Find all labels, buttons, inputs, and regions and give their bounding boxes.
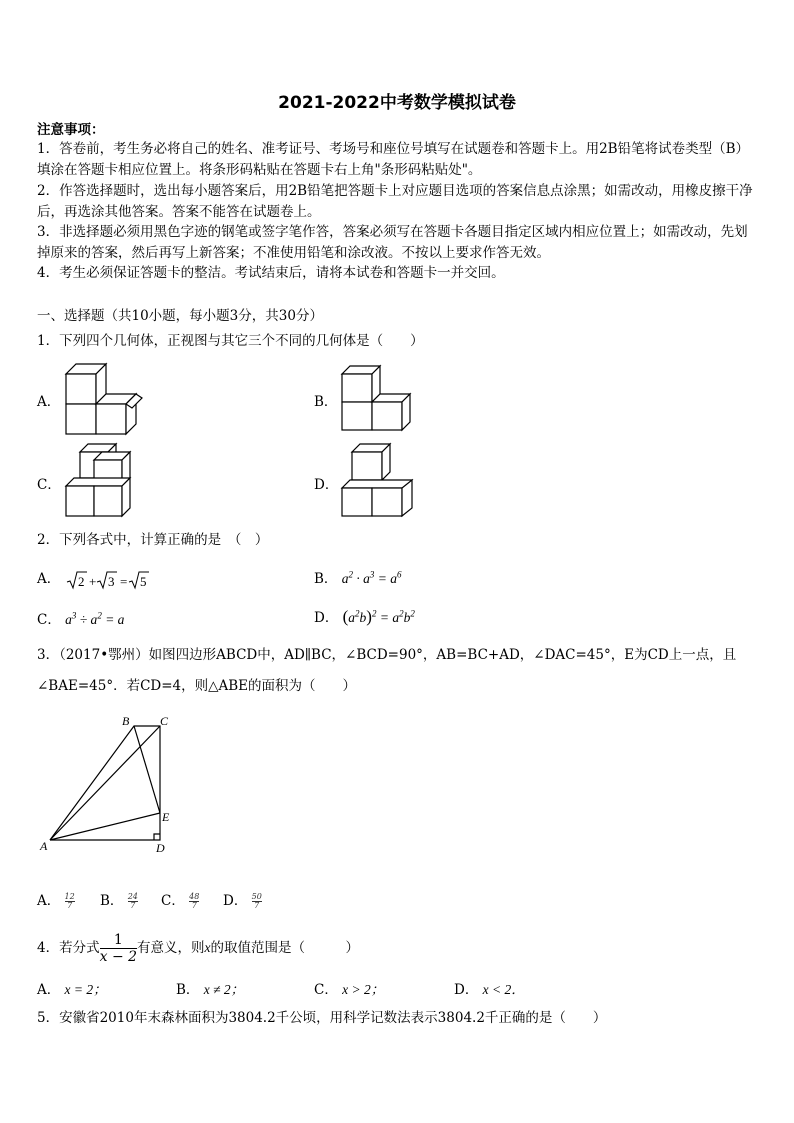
q4-option-d-expr: x < 2． [482,982,525,997]
q2-option-d [314,606,415,627]
q3-option-b [100,889,138,910]
q3-option-b-label: B． [100,893,124,909]
q2-option-a-expr [65,569,155,591]
q4-option-d-label: D． [454,982,479,998]
q4-option-c-label: C． [314,982,338,998]
q4-option-c-expr: x > 2； [342,982,385,997]
q2-option-b-label: B． [314,571,338,587]
q1-option-d-label: D． [314,477,339,493]
q1-option-a-label: A． [37,394,61,410]
q4-option-a-expr: x = 2； [64,982,107,997]
q2-option-c [37,608,124,628]
q3-point-a: A [40,839,48,853]
notice-item-2: 2．作答选择题时，选出每小题答案后，用2B铅笔把答题卡上对应题目选项的答案信息点涂黑；如需改动，用橡皮擦干净后，再选涂其他答案。答案不能答在试题卷上。 [37,183,753,220]
q3-option-c-label: C． [161,893,185,909]
q3-point-d: D [156,841,165,855]
section-header: 一、选择题（共10小题，每小题3分，共30分） [37,308,323,324]
q4-option-a-label: A． [37,982,61,998]
q2-option-c-label: C． [37,612,61,628]
q1-option-b-label: B． [314,394,338,410]
q3-option-a-den: 7 [65,901,75,910]
q3-option-c-num: 48 [189,892,200,901]
notice-heading: 注意事项： [37,122,105,138]
q2-stem: 2．下列各式中，计算正确的是 （ ） [37,532,269,548]
q3-point-b: B [122,714,130,728]
q3-option-a [37,889,75,910]
q1-figure-a [62,360,144,436]
q2-option-a-label: A． [37,571,61,587]
q3-option-d [223,889,262,910]
q2-option-a [37,567,155,591]
q1-figure-c [62,442,144,520]
q1-figure-b [340,362,420,434]
q4-var: x [204,940,211,955]
q3-option-d-den: 7 [252,901,262,910]
q2-option-d-label: D． [314,610,339,626]
q3-option-b-den: 7 [128,901,138,910]
q4-suffix-a: 有意义，则 [137,940,205,956]
q3-point-e: E [162,810,170,824]
svg-text:=: = [119,573,127,589]
q1-option-c-label: C． [37,477,61,493]
q2-option-d-expr: $(a^2b)^2 = a^2b^2$ [342,607,415,626]
q1-stem: 1．下列四个几何体，正视图与其它三个不同的几何体是（ ） [37,333,424,349]
q3-stem-line2: ∠BAE=45°．若CD=4，则△ABE的面积为（ ） [37,678,357,694]
q4-frac-num: 1 [113,932,123,948]
q2-option-b-expr: $a^2 \cdot a^3 = a^6$ [341,569,402,586]
q4-option-b-label: B． [176,982,200,998]
svg-text:3: 3 [107,573,115,589]
q4-suffix-b: 的取值范围是（ ） [210,940,360,956]
q4-option-c [314,978,384,998]
q4-prefix: 4．若分式 [37,940,100,956]
q3-option-d-label: D． [223,893,248,909]
q3-option-c [161,889,199,910]
q4-option-d [454,978,525,998]
q3-option-a-label: A． [37,893,61,909]
svg-text:2: 2 [77,573,85,589]
q2-option-c-expr: $a^3 \div a^2 = a$ [65,610,125,627]
q5-stem: 5．安徽省2010年末森林面积为3804.2千公顷，用科学记数法表示3804.2千正确的是（ ） [37,1010,607,1026]
q3-option-d-num: 50 [251,892,262,901]
q2-option-b [314,567,401,587]
q4-frac-den: x − 2 [99,949,138,965]
svg-text:+: + [88,573,96,589]
q1-figure-d [340,442,420,520]
notice-item-1: 1．答卷前，考生务必将自己的姓名、准考证号、考场号和座位号填写在试题卷和答题卡上。用2B铅笔将试卷类型（B）填涂在答题卡相应位置上。将条形码粘贴在答题卡右上角"条形码粘贴处"。 [37,141,750,178]
q3-option-a-num: 12 [64,892,75,901]
notice-item-4: 4．考生必须保证答题卡的整洁。考试结束后，请将本试卷和答题卡一并交回。 [37,265,505,281]
q4-option-b-expr: x ≠ 2； [203,982,245,997]
q4-stem [37,930,359,966]
q3-option-b-num: 24 [127,892,138,901]
q4-option-b [176,978,244,998]
q3-stem-line1: 3．（2017•鄂州）如图四边形ABCD中，AD∥BC，∠BCD=90°，AB=BC+AD，∠DAC=45°，E为CD上一点，且 [37,647,737,663]
q3-figure [36,710,186,860]
q3-point-c: C [160,714,169,728]
svg-text:5: 5 [139,573,147,589]
q4-option-a [37,978,107,998]
notice-item-3: 3．非选择题必须用黑色字迹的钢笔或签字笔作答，答案必须写在答题卡各题目指定区域内相应位置上；如需改动，先划掉原来的答案，然后再写上新答案；不准使用铅笔和涂改液。不按以上要求作答无效。 [37,224,748,261]
page-title: 2021-2022中考数学模拟试卷 [278,93,516,113]
q3-option-c-den: 7 [189,901,199,910]
